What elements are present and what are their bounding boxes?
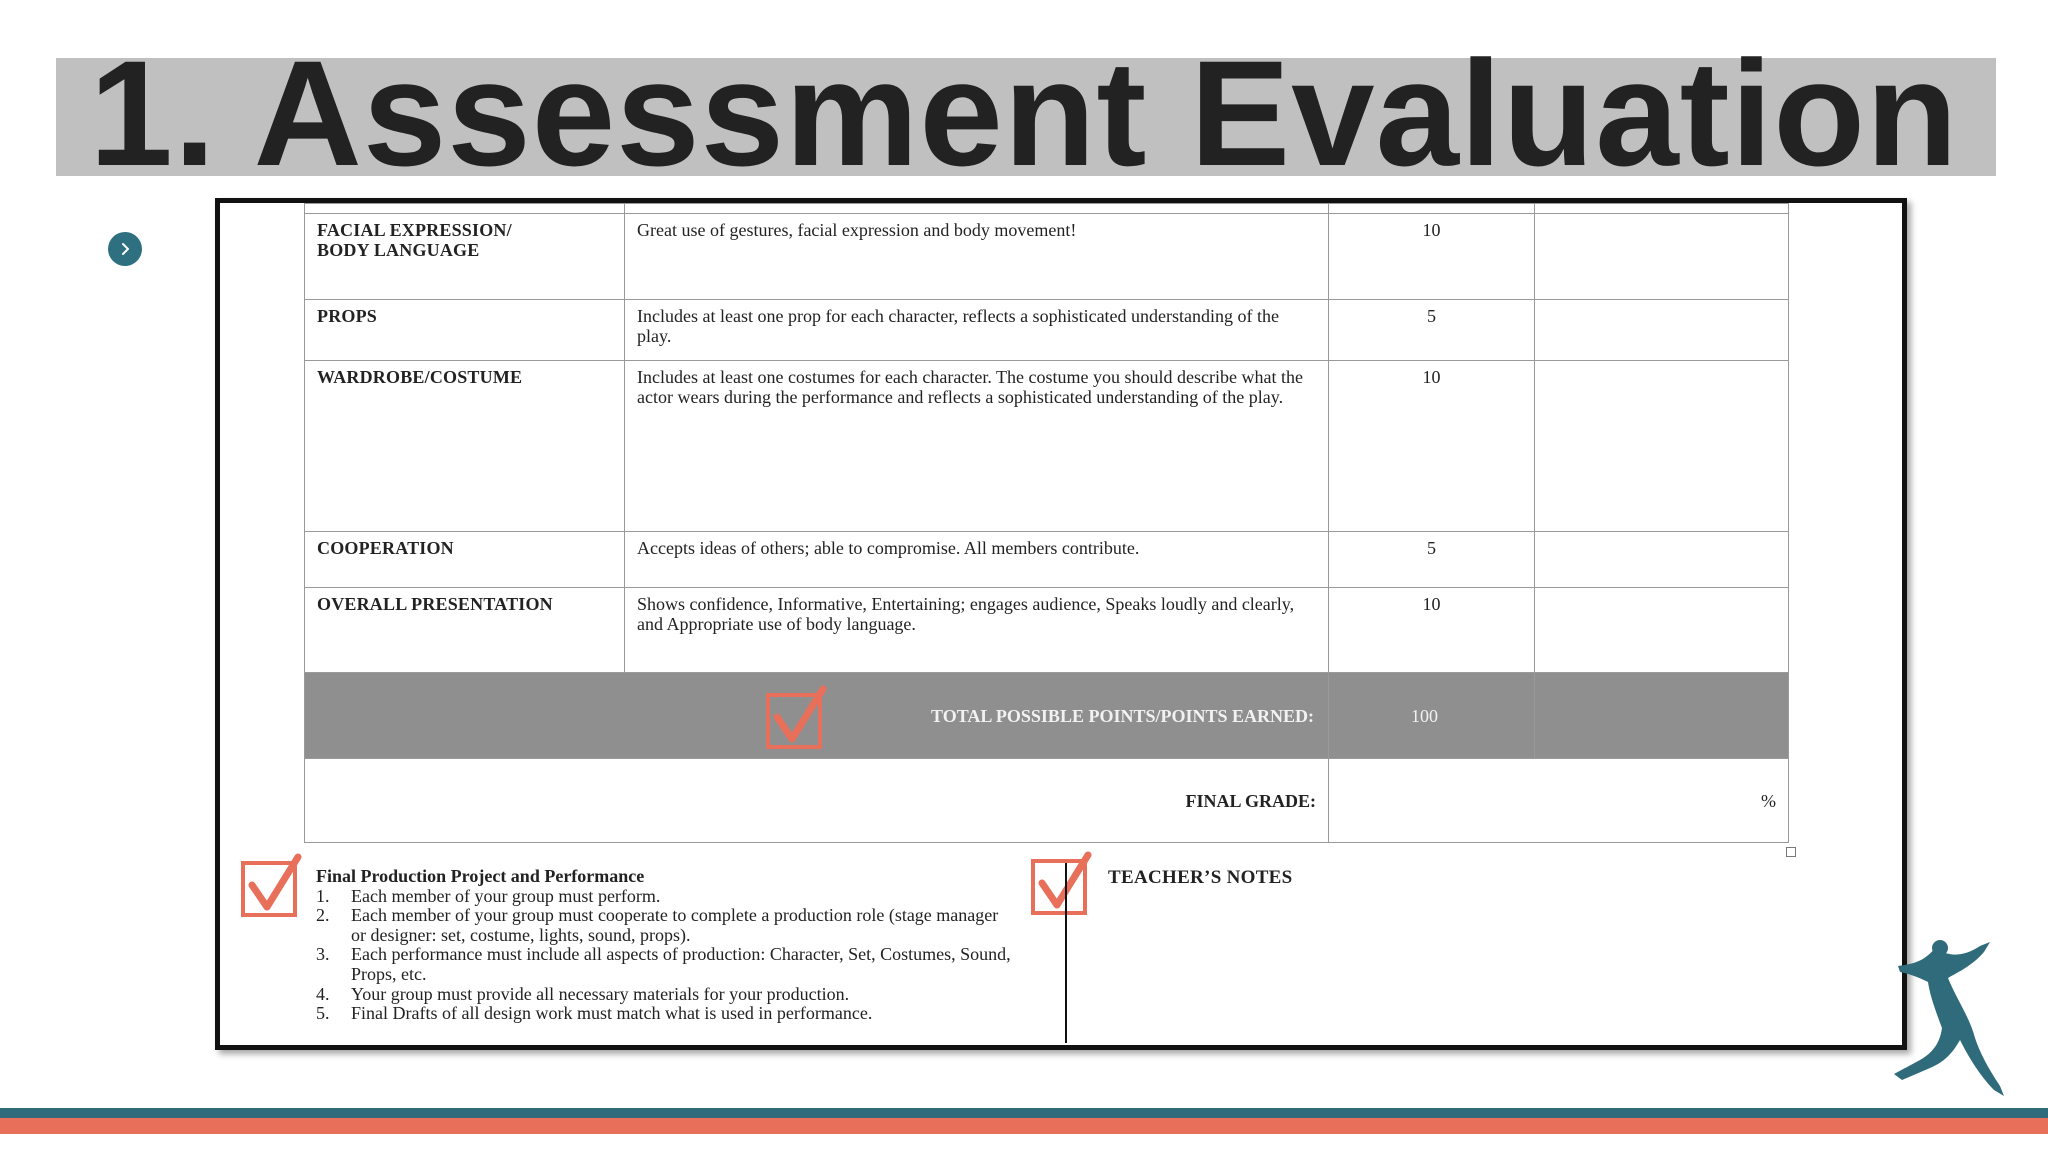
criteria-cell: COOPERATION [305, 532, 625, 588]
next-slide-button[interactable] [108, 232, 142, 266]
description-cell: Great use of gestures, facial expression and body movement! [625, 214, 1329, 300]
checkbox-checked-icon [765, 685, 829, 751]
rubric-table [304, 203, 1789, 843]
description-cell: Shows confidence, Informative, Entertaining; engages audience, Speaks loudly and clearly, and Appropriate use of body language. [625, 588, 1329, 673]
list-item: 3. Each performance must include all aspects of production: Character, Set, Costumes, Sound, Props, etc. [316, 944, 1011, 984]
final-grade-label: FINAL GRADE: [305, 759, 1329, 843]
points-cell: 10 [1329, 214, 1535, 300]
list-item: 4. Your group must provide all necessary materials for your production. [316, 983, 850, 1004]
total-label-cell [305, 673, 1329, 759]
criteria-cell: WARDROBE/COSTUME [305, 361, 625, 532]
final-grade-value[interactable]: % [1329, 759, 1789, 843]
footer-stripe-coral [0, 1118, 2048, 1134]
points-cell: 5 [1329, 532, 1535, 588]
final-production-list [316, 887, 1016, 1024]
checkbox-checked-icon [240, 853, 304, 919]
points-cell: 10 [1329, 588, 1535, 673]
footer-stripe-teal [0, 1108, 2048, 1118]
criteria-cell: OVERALL PRESENTATION [305, 588, 625, 673]
list-item: 5. Final Drafts of all design work must match what is used in performance. [316, 1003, 873, 1024]
total-earned-cell[interactable] [1535, 673, 1789, 759]
table-row [305, 532, 1789, 588]
table-row [305, 300, 1789, 361]
chevron-right-icon [118, 242, 132, 256]
total-label: TOTAL POSSIBLE POINTS/POINTS EARNED: [931, 705, 1314, 726]
points-cell: 10 [1329, 361, 1535, 532]
table-row [305, 361, 1789, 532]
description-cell: Accepts ideas of others; able to compromise. All members contribute. [625, 532, 1329, 588]
criteria-cell: FACIAL EXPRESSION/ BODY LANGUAGE [305, 214, 625, 300]
description-cell: Includes at least one costumes for each character. The costume you should describe what the actor wears during the performance and reflects a sophisticated understanding of the play. [625, 361, 1329, 532]
table-row [305, 588, 1789, 673]
points-cell: 5 [1329, 300, 1535, 361]
table-row [305, 214, 1789, 300]
table-resize-handle[interactable] [1786, 847, 1796, 857]
earned-cell[interactable] [1535, 588, 1789, 673]
earned-cell[interactable] [1535, 361, 1789, 532]
criteria-cell: PROPS [305, 300, 625, 361]
runner-figure-icon [1880, 938, 2010, 1108]
teacher-notes-title: TEACHER’S NOTES [1108, 867, 1293, 888]
total-row [305, 673, 1789, 759]
table-row-top-edge [305, 204, 1789, 214]
text-cursor-line [1065, 863, 1067, 1043]
earned-cell[interactable] [1535, 532, 1789, 588]
earned-cell[interactable] [1535, 300, 1789, 361]
rubric-document [215, 198, 1907, 1050]
slide-title: 1. Assessment Evaluation [89, 29, 1959, 197]
description-cell: Includes at least one prop for each character, reflects a sophisticated understanding of the play. [625, 300, 1329, 361]
list-item: 1. Each member of your group must perform. [316, 885, 661, 906]
final-production-section [316, 867, 1016, 1024]
checkbox-checked-icon [1030, 851, 1094, 917]
final-grade-row [305, 759, 1789, 843]
earned-cell[interactable] [1535, 214, 1789, 300]
final-production-title: Final Production Project and Performance [316, 866, 645, 886]
list-item: 2. Each member of your group must cooperate to complete a production role (stage manager or designer: set, costume, lights, sound, props). [316, 905, 999, 945]
total-value: 100 [1329, 673, 1535, 759]
